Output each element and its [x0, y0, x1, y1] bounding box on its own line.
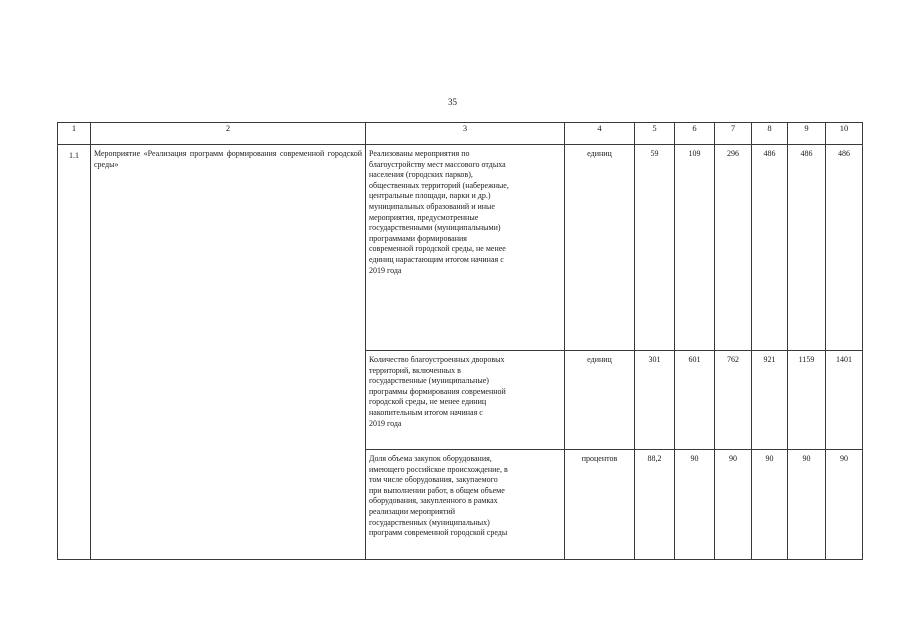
indicator-line: государственные (муниципальные): [369, 376, 489, 386]
column-header: 7: [715, 123, 752, 145]
value-cell: 90: [788, 450, 826, 560]
indicator-line: современной городской среды, не менее: [369, 244, 506, 254]
column-header: 6: [675, 123, 715, 145]
value-cell: 486: [752, 145, 788, 351]
value-cell: 296: [715, 145, 752, 351]
indicator-line: имеющего российское происхождение, в: [369, 464, 508, 474]
column-header: 8: [752, 123, 788, 145]
indicator-line: благоустройству мест массового отдыха: [369, 159, 506, 169]
indicator-line: программ современной городской среды: [369, 528, 508, 538]
column-header: 2: [91, 123, 366, 145]
column-header: 5: [635, 123, 675, 145]
indicator-line: Реализованы мероприятия по: [369, 149, 470, 158]
value-cell: 90: [675, 450, 715, 560]
value-cell: 1401: [826, 351, 863, 450]
indicator-line: мероприятия, предусмотренные: [369, 212, 479, 222]
indicator-line: 2019 года: [369, 418, 402, 428]
indicator-line: единиц нарастающим итогом начиная с: [369, 254, 504, 264]
indicator-line: государственными (муниципальными): [369, 223, 501, 233]
indicator-line: населения (городских парков),: [369, 170, 473, 180]
value-cell: 486: [826, 145, 863, 351]
indicator-cell: [366, 145, 565, 351]
indicator-line: накопительным итогом начиная с: [369, 407, 483, 417]
indicator-cell: [366, 450, 565, 560]
value-cell: 1159: [788, 351, 826, 450]
page-number: 35: [448, 97, 457, 107]
indicator-line: Доля объема закупок оборудования,: [369, 454, 492, 463]
indicator-line: 2019 года: [369, 265, 402, 275]
table-row: [58, 145, 863, 351]
indicator-line: территорий, включенных в: [369, 365, 461, 375]
indicator-line: Количество благоустроенных дворовых: [369, 355, 505, 364]
column-header: 9: [788, 123, 826, 145]
value-cell: 109: [675, 145, 715, 351]
indicator-cell: [366, 351, 565, 450]
value-cell: 601: [675, 351, 715, 450]
value-cell: 90: [826, 450, 863, 560]
indicator-line: городской среды, не менее единиц: [369, 397, 487, 407]
indicator-line: центральные площади, парки и др.): [369, 191, 491, 201]
value-cell: 59: [635, 145, 675, 351]
indicator-line: общественных территорий (набережные,: [369, 180, 509, 190]
value-cell: 90: [752, 450, 788, 560]
value-cell: 90: [715, 450, 752, 560]
indicator-line: программы формирования современной: [369, 386, 506, 396]
column-header: 1: [58, 123, 91, 145]
indicator-line: реализации мероприятий: [369, 506, 456, 516]
value-cell: 762: [715, 351, 752, 450]
column-header: 3: [366, 123, 565, 145]
indicators-table: [57, 122, 863, 560]
indicator-line: оборудования, закупленного в рамках: [369, 496, 498, 506]
indicator-line: муниципальных образований и иные: [369, 201, 495, 211]
value-cell: 921: [752, 351, 788, 450]
unit-cell: единиц: [565, 145, 635, 351]
indicator-line: государственных (муниципальных): [369, 517, 490, 527]
value-cell: 88,2: [635, 450, 675, 560]
activity-name: Мероприятие «Реализация программ формирования современной городской среды»: [91, 145, 366, 560]
value-cell: 486: [788, 145, 826, 351]
activity-number: 1.1: [58, 145, 91, 560]
column-header: 4: [565, 123, 635, 145]
indicator-line: программами формирования: [369, 233, 467, 243]
indicator-line: том числе оборудования, закупаемого: [369, 475, 498, 485]
unit-cell: единиц: [565, 351, 635, 450]
column-header: 10: [826, 123, 863, 145]
indicator-line: при выполнении работ, в общем объеме: [369, 485, 505, 495]
header-row: [58, 123, 863, 145]
value-cell: 301: [635, 351, 675, 450]
unit-cell: процентов: [565, 450, 635, 560]
